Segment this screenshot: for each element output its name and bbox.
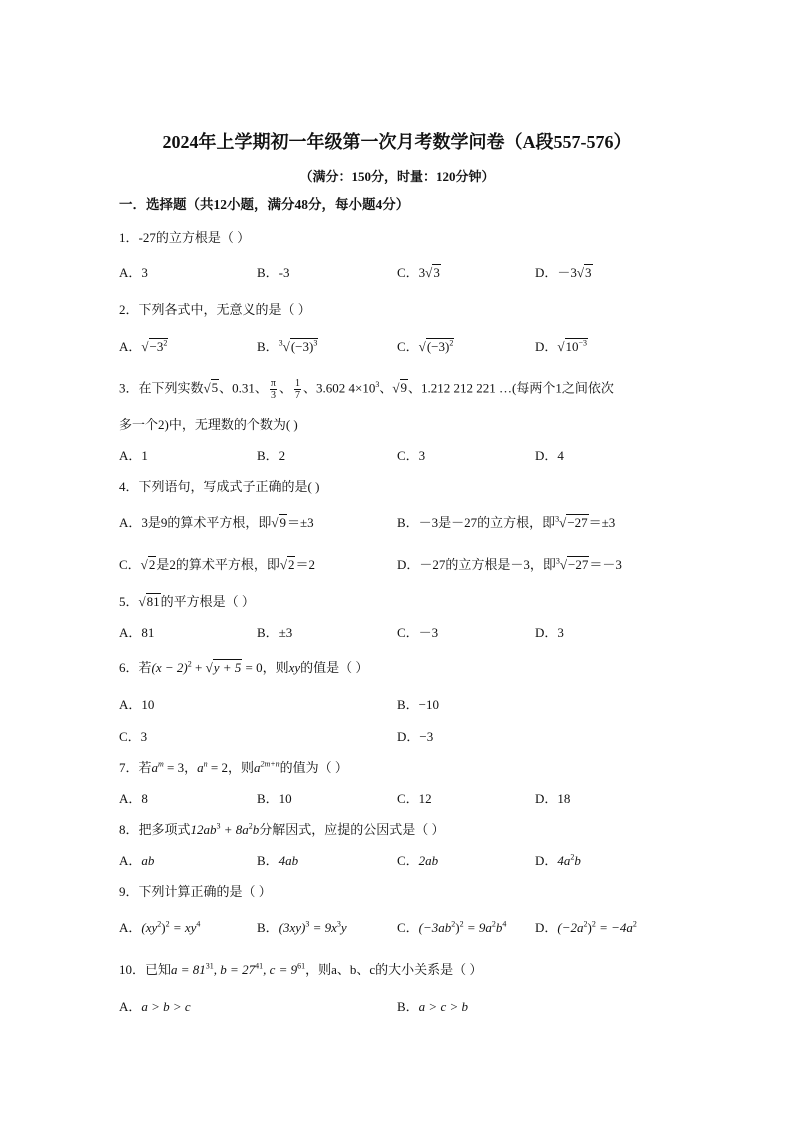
question-1-stem: 1．-27的立方根是（ ）: [119, 230, 251, 245]
fraction-pi-3: $\frac{\pi}{3}$: [270, 378, 276, 401]
q8-option-d: D．$4a^2b$: [535, 852, 581, 868]
q8-option-c: C．2ab: [397, 853, 439, 868]
q5-option-c: C．－3: [397, 625, 439, 640]
question-9-stem: 9．下列计算正确的是（ ）: [119, 884, 272, 899]
q4-option-c: C．√2是2的算术平方根，即√2＝2: [119, 557, 315, 572]
q5-option-d: D．3: [535, 625, 564, 640]
q1-option-a: A．3: [119, 265, 148, 280]
q3-option-d: D．4: [535, 448, 564, 463]
q3-option-a: A．1: [119, 448, 148, 463]
q2-option-c: C．$√(-3)^2$: [397, 338, 454, 354]
q6-option-c: C．3: [119, 729, 148, 744]
q1-option-c: C．3√3: [397, 265, 440, 280]
q7-option-b: B．10: [257, 791, 292, 806]
question-6-stem: 6．若$(x - 2)^2 + √y + 5 = 0$，则xy的值是（ ）: [119, 659, 369, 675]
q2-option-a: A．$√-3^2$: [119, 338, 168, 354]
question-3-stem: 3．在下列实数√5、0.31、 $\frac{\pi}{3}$ 、 $\frac{1}{7}$ 、3.602 $4\times 10^3$、√9、1.212 212 221 …(每两个1之间依次: [119, 378, 614, 401]
q5-option-b: B．±3: [257, 625, 293, 640]
q5-option-a: A．81: [119, 625, 155, 640]
q9-option-b: B．$(3xy)^3 = 9x^3y$: [257, 919, 347, 935]
q4-option-d: D．－27的立方根是－3，即$^3$√−27＝－3: [397, 556, 622, 572]
question-4-stem: 4．下列语句，写成式子正确的是( ): [119, 479, 320, 494]
fraction-1-7: $\frac{1}{7}$: [295, 378, 300, 401]
q8-option-a: A．ab: [119, 853, 155, 868]
page-subtitle: （满分：150分，时量：120分钟）: [299, 169, 495, 184]
q8-option-b: B．4ab: [257, 853, 299, 868]
q7-option-d: D．18: [535, 791, 571, 806]
q7-option-c: C．12: [397, 791, 432, 806]
question-8-stem: 8．把多项式$12ab^3 + 8a^2b$分解因式，应提的公因式是（ ）: [119, 821, 445, 837]
q4-option-a: A．3是9的算术平方根，即√9＝±3: [119, 515, 314, 530]
q2-option-d: D．$√10^{-3}$: [535, 338, 588, 354]
q6-option-a: A．10: [119, 697, 155, 712]
q10-option-a: A．a > b > c: [119, 999, 191, 1014]
q2-option-b: B．$^3√(-3)^3$: [257, 338, 318, 354]
q4-option-b: B．－3是－27的立方根，即$^3$√−27＝±3: [397, 514, 616, 530]
q9-option-a: A．$(xy^2)^2 = xy^4$: [119, 919, 201, 935]
q3-option-b: B．2: [257, 448, 286, 463]
q3-option-c: C．3: [397, 448, 426, 463]
q7-option-a: A．8: [119, 791, 148, 806]
q1-option-b: B．-3: [257, 265, 290, 280]
q9-option-d: D．$(-2a^2)^2 = -4a^2$: [535, 919, 637, 935]
q1-option-d: D．－3√3: [535, 265, 592, 280]
page-title: 2024年上学期初一年级第一次月考数学问卷（A段557-576）: [162, 132, 632, 152]
section-heading: 一．选择题（共12小题，满分48分，每小题4分）: [119, 197, 410, 212]
question-5-stem: 5．√81的平方根是（ ）: [119, 594, 255, 609]
q9-option-c: C．$(-3ab^2)^2 = 9a^2b^4$: [397, 919, 507, 935]
q6-option-b: B．−10: [397, 697, 440, 712]
question-7-stem: 7．若$a^m = 3$，$a^n = 2$，则$a^{2m+n}$的值为（ ）: [119, 759, 348, 775]
q10-option-b: B．a > c > b: [397, 999, 468, 1014]
q6-option-d: D．−3: [397, 729, 434, 744]
question-10-stem: 10．已知$a = 81^{31}$, $b = 27^{41}$, $c = 9^{61}$，则a、b、c的大小关系是（ ）: [119, 961, 483, 977]
question-2-stem: 2．下列各式中，无意义的是（ ）: [119, 302, 311, 317]
question-3-stem-line2: 多一个2)中，无理数的个数为( ): [119, 417, 298, 432]
